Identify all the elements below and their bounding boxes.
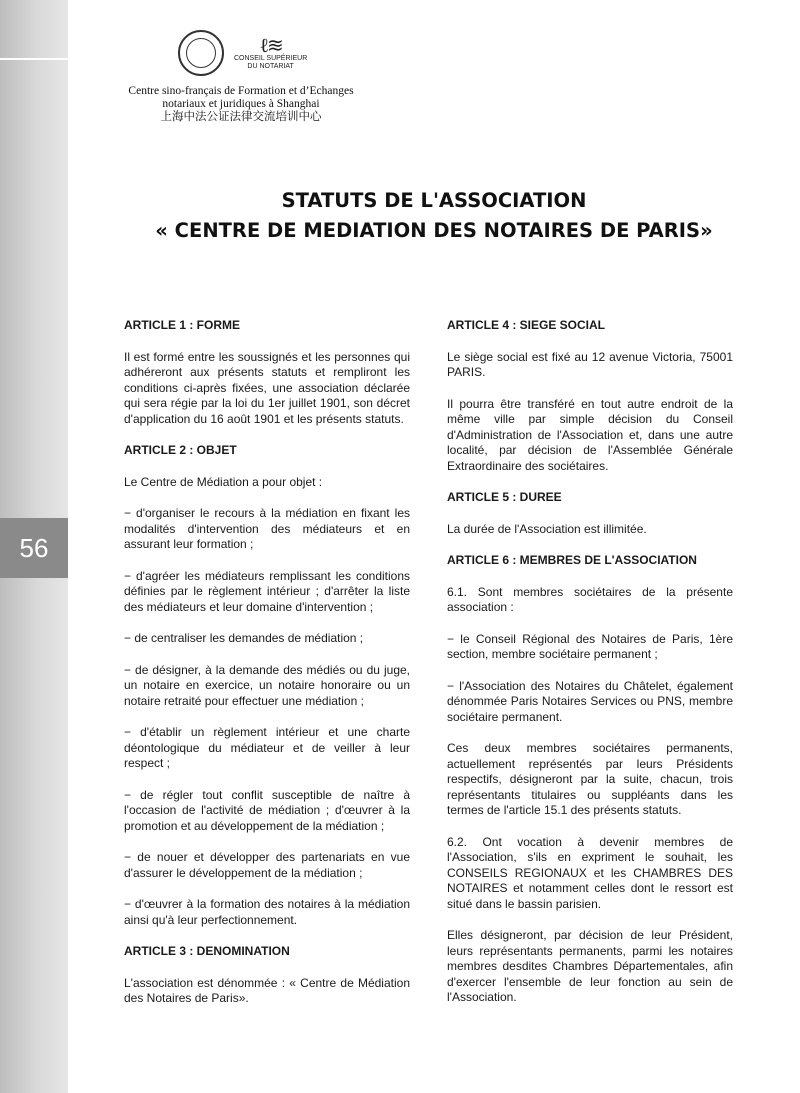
article-heading: ARTICLE 3 : DENOMINATION: [124, 944, 290, 958]
paragraph: − d'établir un règlement intérieur et une charte déontologique du médiateur et de veiller à leur respect ;: [124, 725, 410, 770]
document-title: [68, 186, 800, 246]
left-column: [124, 318, 410, 1023]
csn-mark-icon: ℓ≋: [259, 33, 282, 57]
seal-logo-icon: [178, 30, 224, 76]
header-logos: [178, 30, 307, 76]
center-name-line-2: notariaux et juridiques à Shanghai: [162, 98, 320, 110]
article-heading: ARTICLE 5 : DUREE: [447, 490, 562, 504]
paragraph: − de centraliser les demandes de médiation ;: [124, 631, 364, 645]
csn-logo: [234, 35, 307, 71]
paragraph: Il pourra être transféré en tout autre endroit de la même ville par simple décision du Conseil d'Administration de l'Association et, dans une autre localité, par décision de l'Assemblée Générale Extraordinaire des sociétaires.: [447, 396, 733, 473]
seal-inner-ring: [186, 38, 216, 68]
page-number: 56: [0, 518, 68, 578]
paragraph: − d'organiser le recours à la médiation en fixant les modalités d'intervention des médiateurs et en assurant leur formation ;: [124, 506, 410, 551]
paragraph: − d'agréer les médiateurs remplissant les conditions définies par le règlement intérieur ; d'arrêter la liste des médiateurs et leur domaine d'intervention ;: [124, 568, 410, 614]
paragraph: − d'œuvrer à la formation des notaires à la médiation ainsi qu'à leur perfectionnement.: [124, 897, 410, 927]
right-column: [447, 318, 733, 1022]
center-name-line-3: 上海中法公证法律交流培训中心: [160, 111, 322, 123]
paragraph: − de nouer et développer des partenariats en vue d'assurer le développement de la médiation ;: [124, 850, 410, 880]
page-sidebar: [0, 0, 68, 1093]
sidebar-divider: [0, 58, 68, 60]
article-heading: ARTICLE 2 : OBJET: [124, 443, 237, 457]
paragraph: Elles désigneront, par décision de leur Président, leurs représentants permanents, parmi les notaires membres desdites Chambres Départementales, afin d'exercer l'ensemble de leur fonction au sein de l'Association.: [447, 928, 733, 1004]
center-name: [126, 85, 356, 124]
article-heading: ARTICLE 6 : MEMBRES DE L'ASSOCIATION: [447, 553, 697, 567]
paragraph: La durée de l'Association est illimitée.: [447, 521, 647, 536]
center-name-line-1: Centre sino-français de Formation et d’Echanges: [128, 85, 354, 97]
paragraph: − de désigner, à la demande des médiés ou du juge, un notaire en exercice, un notaire honoraire ou un notaire retraité pour effectuer une médiation ;: [124, 662, 410, 708]
paragraph: L'association est dénommée : « Centre de Médiation des Notaires de Paris».: [124, 975, 410, 1005]
paragraph: Le siège social est fixé au 12 avenue Victoria, 75001 PARIS.: [447, 349, 733, 379]
article-heading: ARTICLE 4 : SIEGE SOCIAL: [447, 318, 606, 332]
paragraph: 6.2. Ont vocation à devenir membres de l'Association, s'ils en expriment le souhait, les CONSEILS REGIONAUX et les CHAMBRES DES NOTAIRES et notamment celles dont le ressort est situé dans le bassin parisien.: [447, 834, 733, 911]
paragraph: − le Conseil Régional des Notaires de Paris, 1ère section, membre sociétaire permanent ;: [447, 631, 733, 661]
csn-logo-text: [234, 55, 307, 71]
csn-text-line-1: CONSEIL SUPÉRIEUR: [234, 55, 308, 62]
title-line-2: « CENTRE DE MEDIATION DES NOTAIRES DE PARIS»: [155, 219, 713, 242]
paragraph: − de régler tout conflit susceptible de naître à l'occasion de l'activité de médiation ; d'œuvrer à la promotion et au développement de la médiation ;: [124, 787, 410, 833]
paragraph: 6.1. Sont membres sociétaires de la présente association :: [447, 584, 733, 614]
article-heading: ARTICLE 1 : FORME: [124, 318, 240, 332]
paragraph: Ces deux membres sociétaires permanents, actuellement représentés par leurs Présidents respectifs, désigneront par la suite, chacun, trois représentants titulaires ou suppléants dans les termes de l'article 15.1 des présents statuts.: [447, 741, 733, 817]
csn-text-line-2: DU NOTARIAT: [247, 63, 294, 70]
title-line-1: STATUTS DE L'ASSOCIATION: [281, 189, 587, 212]
paragraph: Le Centre de Médiation a pour objet :: [124, 474, 323, 489]
paragraph: Il est formé entre les soussignés et les personnes qui adhéreront aux présents statuts et rempliront les conditions ci-après fixées, une association déclarée qui sera régie par la loi du 1er juillet 1901, son décret d'application du 16 août 1901 et les présents statuts.: [124, 349, 410, 426]
paragraph: − l'Association des Notaires du Châtelet, également dénommée Paris Notaires Services ou PNS, membre sociétaire permanent.: [447, 678, 733, 724]
